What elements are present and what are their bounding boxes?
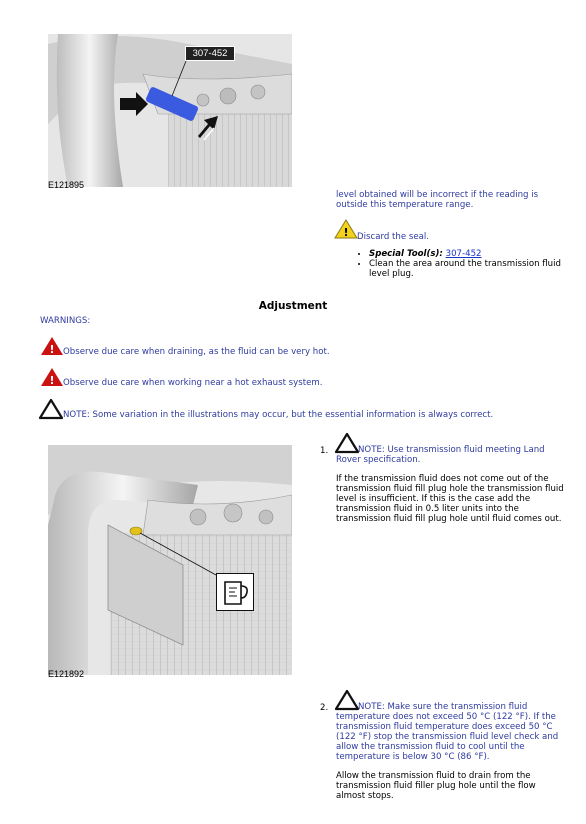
figure-caption: E121892 bbox=[48, 669, 85, 679]
svg-text:!: ! bbox=[49, 343, 55, 356]
caution-triangle-icon bbox=[334, 219, 358, 239]
warnings-label: WARNINGS: bbox=[40, 316, 91, 326]
figure-e121892 bbox=[48, 445, 292, 675]
clean-area-item: • Clean the area around the transmission fluid level plug. bbox=[369, 259, 562, 279]
figure-e121895 bbox=[48, 34, 292, 187]
svg-text:!: ! bbox=[49, 374, 55, 387]
svg-text:!: ! bbox=[343, 226, 349, 239]
warning-hot-fluid-text: Observe due care when draining, as the fluid can be very hot. bbox=[63, 347, 330, 357]
section-heading: Adjustment bbox=[258, 300, 328, 312]
step-2-text: Allow the transmission fluid to drain from the transmission fluid filler plug hole until the flow almost stops. bbox=[336, 771, 536, 801]
figure-e121895-illustration bbox=[48, 34, 292, 187]
fill-plug-highlight bbox=[130, 527, 142, 535]
note-triangle-icon bbox=[38, 398, 64, 420]
step-1-note: NOTE: Use transmission fluid meeting Land Rover specification. bbox=[336, 445, 545, 465]
step-2-note: NOTE: Make sure the transmission fluid temperature does not exceed 50 °C (122 °F). If the transmission fluid temperature does exceed 50 °C (122 °F) stop the transmission fluid level check and allow the transmission fluid to cool until the temperature is below 30 °C (86 °F). bbox=[336, 702, 559, 762]
step-number: 2. bbox=[320, 703, 329, 713]
special-tool-link[interactable]: 307-452 bbox=[445, 249, 482, 259]
fluid-jug-icon bbox=[216, 573, 254, 611]
tool-callout-label: 307-452 bbox=[185, 46, 235, 61]
discard-seal-text: Discard the seal. bbox=[357, 232, 430, 242]
temperature-range-text: level obtained will be incorrect if the reading is outside this temperature range. bbox=[336, 190, 539, 210]
step-1-text: If the transmission fluid does not come out of the transmission fluid fill plug hole the transmission fluid level is insufficient. If this is the case add the transmission fluid in 0.5 liter units into the transmission fluid fill plug hole until fluid comes out. bbox=[336, 474, 564, 524]
warning-exhaust-text: Observe due care when working near a hot exhaust system. bbox=[63, 378, 323, 388]
figure-e121892-illustration bbox=[48, 445, 292, 675]
step-bullets bbox=[357, 249, 562, 279]
figure-caption: E121895 bbox=[48, 180, 85, 190]
step-number: 1. bbox=[320, 446, 329, 456]
illustration-variation-note: NOTE: Some variation in the illustrations may occur, but the essential information is always correct. bbox=[63, 410, 494, 420]
warning-triangle-icon bbox=[40, 336, 64, 356]
special-tool-item: • Special Tool(s): 307-452 bbox=[369, 249, 562, 259]
warning-triangle-icon bbox=[40, 367, 64, 387]
